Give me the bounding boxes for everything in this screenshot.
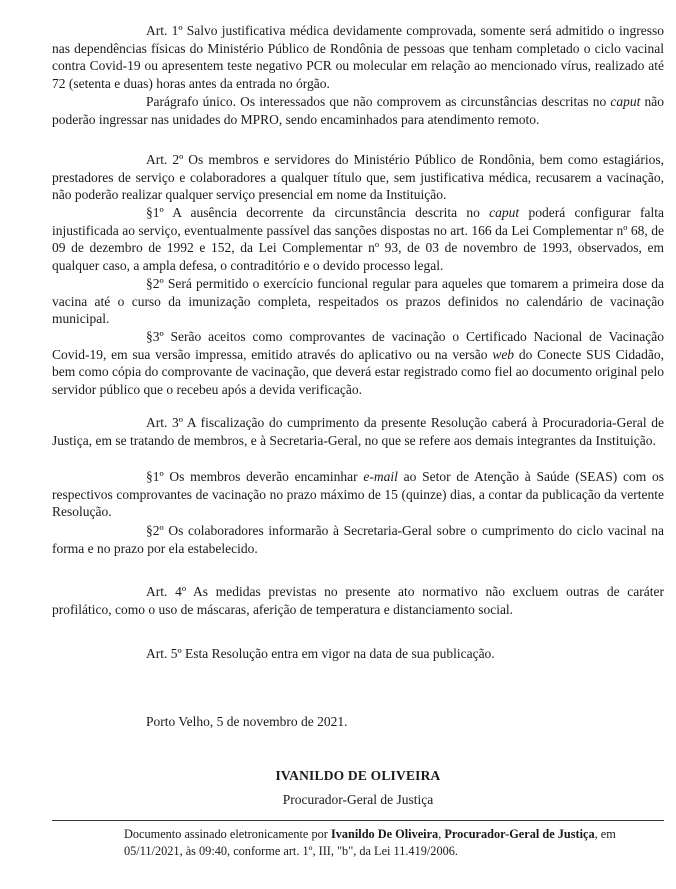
footer-line-2: 05/11/2021, às 09:40, conforme art. 1º, III, "b", da Lei 11.419/2006. (124, 844, 458, 858)
art4-text: Art. 4º As medidas previstas no presente ato normativo não excluem outras de caráter profilático, como o uso de máscaras, aferição de temperatura e distanciamento social. (52, 584, 664, 617)
art3-lead: Art. 3º A fiscalização do cumprimento da presente Resolução caberá à Procuradoria-Geral de Justiça, em se tratando de membros, e à Secretaria-Geral, no que se refere aos demais integrantes da Instituição. (52, 415, 664, 448)
art2-paragraph-1: §1º A ausência decorrente da circunstância descrita no caput poderá configurar falta injustificada ao serviço, eventualmente passível das sanções dispostas no art. 166 da Lei Complementar nº 68, de 09 de dezembro de 1992 e 152, da Lei Complementar nº 93, de 03 de novembro de 1993, observados, em qualquer caso, a ampla defesa, o contraditório e o devido processo legal. (52, 205, 664, 273)
art3-paragraph-1: §1º Os membros deverão encaminhar e-mail ao Setor de Atenção à Saúde (SEAS) com os respectivos comprovantes de vacinação no prazo máximo de 15 (quinze) dias, a contar da publicação da vertente Resolução. (52, 469, 664, 519)
place-date: Porto Velho, 5 de novembro de 2021. (146, 714, 348, 729)
art5-text: Art. 5º Esta Resolução entra em vigor na data de sua publicação. (146, 646, 495, 661)
electronic-signature-note (124, 826, 644, 860)
art3-paragraph-2: §2º Os colaboradores informarão à Secretaria-Geral sobre o cumprimento do ciclo vacinal na forma e no prazo por ela estabelecido. (52, 523, 664, 556)
footer-line-1: Documento assinado eletronicamente por Ivanildo De Oliveira, Procurador-Geral de Justiça, em (124, 827, 616, 841)
art1-lead: Art. 1º Salvo justificativa médica devidamente comprovada, somente será admitido o ingresso nas dependências físicas do Ministério Público de Rondônia de pessoas que tenham completado o ciclo vacinal contra Covid-19 ou apresentem teste negativo PCR ou molecular em relação ao mencionado vírus, realizado até 72 (setenta e duas) horas antes da entrada no órgão. (52, 23, 664, 91)
art2-paragraph-3: §3º Serão aceitos como comprovantes de vacinação o Certificado Nacional de Vacinação Covid-19, em sua versão impressa, emitido através do aplicativo ou na versão web do Conecte SUS Cidadão, bem como cópia do comprovante de vacinação, que deverá estar registrado como fiel ao documento original pelo servidor público que o recebeu após a devida verificação. (52, 329, 664, 397)
art2-paragraph-2: §2º Será permitido o exercício funcional regular para aqueles que tomarem a primeira dose da vacina até o curso da imunização completa, respeitados os prazos definidos no calendário de vacinação municipal. (52, 276, 664, 326)
art1-paragrafo-unico: Parágrafo único. Os interessados que não comprovem as circunstâncias descritas no caput não poderão ingressar nas unidades do MPRO, sendo encaminhados para atendimento remoto. (52, 94, 664, 127)
signer-role: Procurador-Geral de Justiça (282, 792, 434, 807)
art1-text (52, 22, 664, 92)
art2-text (52, 151, 664, 204)
footer-divider (52, 820, 664, 821)
signer-name: IVANILDO DE OLIVEIRA (275, 768, 441, 783)
art3-text (52, 414, 664, 449)
art2-lead: Art. 2º Os membros e servidores do Ministério Público de Rondônia, bem como estagiários, prestadores de serviço e colaboradores a qualquer título que, sem justificativa médica, recusarem a vacinação, não poderão realizar qualquer serviço presencial em nome da Instituição. (52, 152, 664, 202)
